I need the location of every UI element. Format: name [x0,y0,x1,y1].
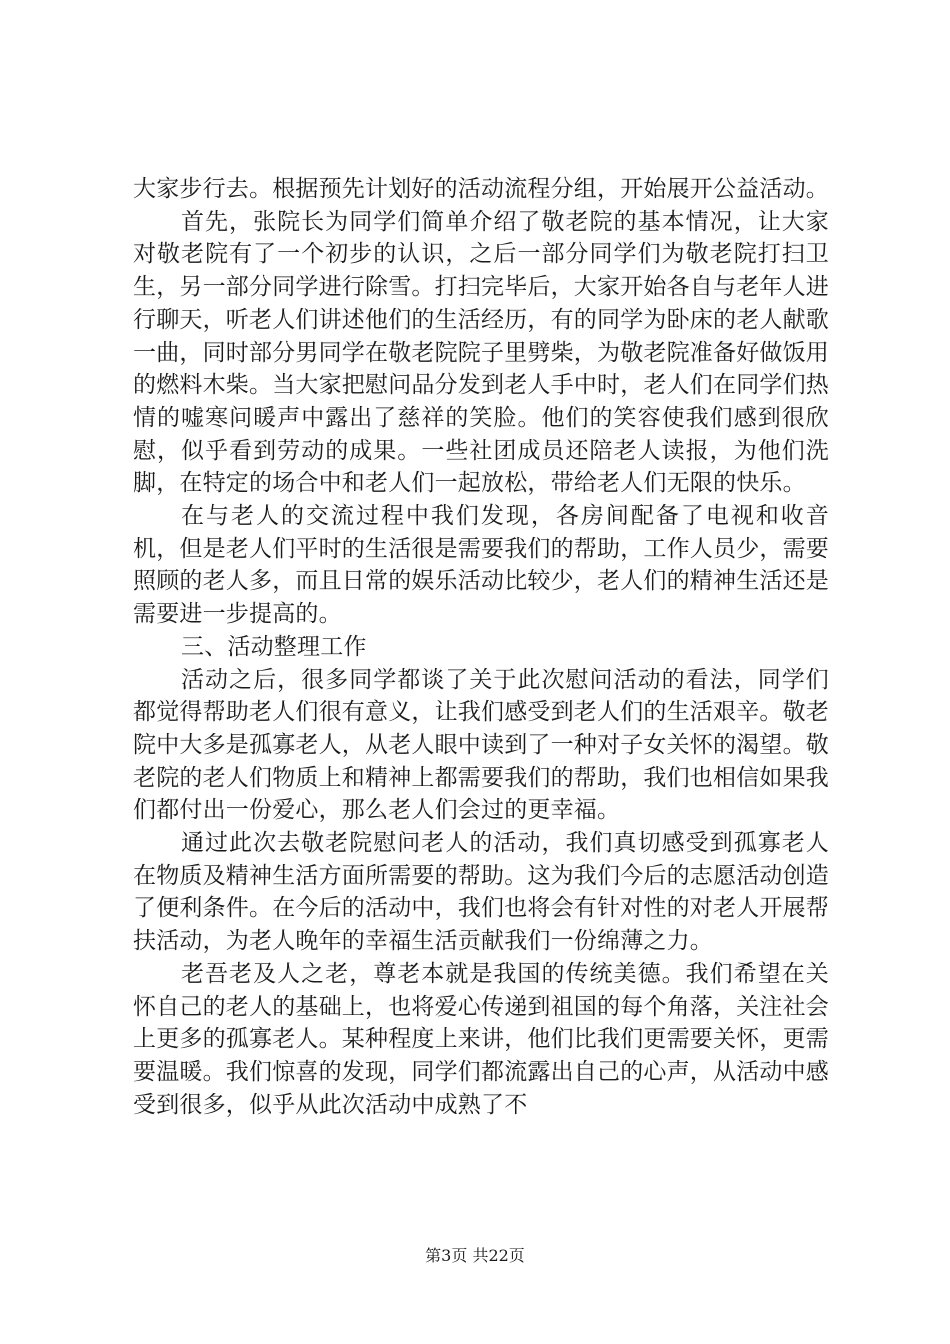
paragraph-6: 老吾老及人之老，尊老本就是我国的传统美德。我们希望在关怀自己的老人的基础上，也将爱心传递到祖国的每个角落，关注社会上更多的孤寡老人。某种程度上来讲，他们比我们更需要关怀，更需要温暖。我们惊喜的发现，同学们都流露出自己的心声，从活动中感受到很多，似乎从此次活动中成熟了不 [133,960,829,1118]
paragraph-3: 在与老人的交流过程中我们发现，各房间配备了电视和收音机，但是老人们平时的生活很是需要我们的帮助，工作人员少，需要照顾的老人多，而且日常的娱乐活动比较少，老人们的精神生活还是需要进一步提高的。 [133,503,829,628]
paragraph-1: 大家步行去。根据预先计划好的活动流程分组，开始展开公益活动。 [133,176,829,202]
section-heading: 三、活动整理工作 [181,633,367,660]
document-body [133,173,829,1121]
paragraph-2: 首先，张院长为同学们简单介绍了敬老院的基本情况，让大家对敬老院有了一个初步的认识，之后一部分同学们为敬老院打扫卫生，另一部分同学进行除雪。打扫完毕后，大家开始各自与老年人进行聊天，听老人们讲述他们的生活经历，有的同学为卧床的老人献歌一曲，同时部分男同学在敬老院院子里劈柴，为敬老院准备好做饭用的燃料木柴。当大家把慰问品分发到老人手中时，老人们在同学们热情的嘘寒问暖声中露出了慈祥的笑脸。他们的笑容使我们感到很欣慰，似乎看到劳动的成果。一些社团成员还陪老人读报，为他们洗脚，在特定的场合中和老人们一起放松，带给老人们无限的快乐。 [133,208,829,497]
paragraph-5: 通过此次去敬老院慰问老人的活动，我们真切感受到孤寡老人在物质及精神生活方面所需要的帮助。这为我们今后的志愿活动创造了便利条件。在今后的活动中，我们也将会有针对性的对老人开展帮扶活动，为老人晚年的幸福生活贡献我们一份绵薄之力。 [133,830,829,955]
paragraph-4: 活动之后，很多同学都谈了关于此次慰问活动的看法，同学们都觉得帮助老人们很有意义，让我们感受到老人们的生活艰辛。敬老院中大多是孤寡老人，从老人眼中读到了一种对子女关怀的渴望。敬老院的老人们物质上和精神上都需要我们的帮助，我们也相信如果我们都付出一份爱心，那么老人们会过的更幸福。 [133,666,829,824]
page-footer: 第3页 共22页 [425,1246,525,1265]
